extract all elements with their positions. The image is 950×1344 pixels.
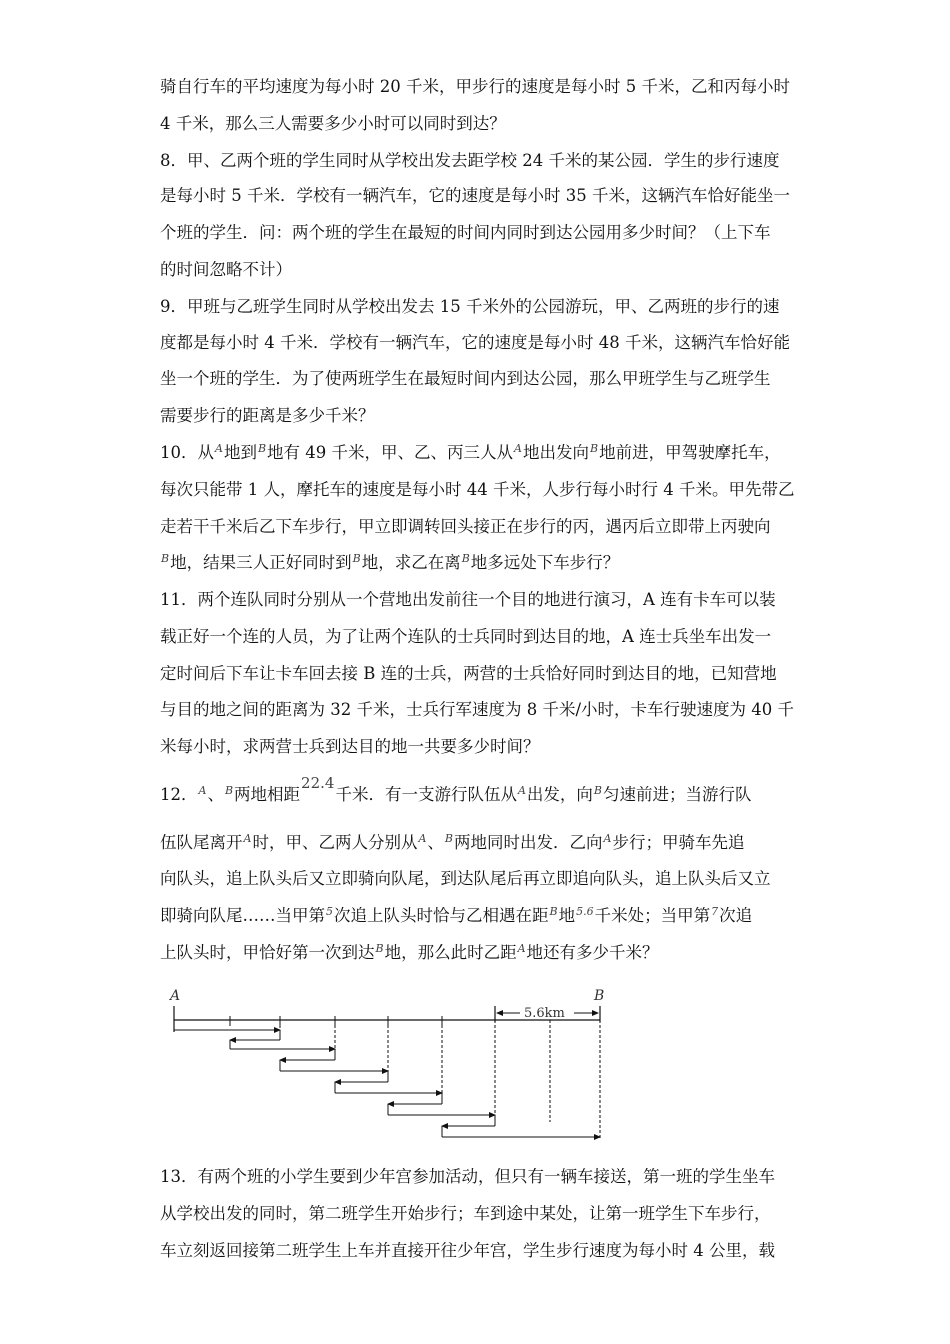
q10-line-1: 10．从$^A$地到$^B$地有 49 千米，甲、乙、丙三人从$^A$地出发向$^B$地前进，甲驾驶摩托车， [160, 442, 781, 462]
math-number: 7 [711, 905, 719, 918]
math-var: B [444, 832, 453, 845]
text-line: 个班的学生．问：两个班的学生在最短的时间内同时到达公园用多少时间？（上下车 [160, 223, 771, 242]
text-line: 4 千米，那么三人需要多少小时可以同时到达？ [160, 114, 506, 133]
q12-line-4: 即骑向队尾……当甲第$^5$次追上队头时恰与乙相遇在距$^B$地$^{5.6}$千米处；当甲第$^7$次追 [160, 905, 753, 925]
text-line: 定时间后下车让卡车回去接 B 连的士兵，两营的士兵恰好同时到达目的地，已知营地 [160, 664, 777, 683]
math-var: A [517, 784, 526, 797]
math-number: 22.4 [301, 774, 335, 792]
text-line: 坐一个班的学生．为了使两班学生在最短时间内到达公园，那么甲班学生与乙班学生 [160, 369, 771, 388]
point-b-label: B [594, 988, 605, 1004]
math-var: B [549, 905, 558, 918]
q10-line-4: $^B$地，结果三人正好同时到$^B$地，求乙在离$^B$地多远处下车步行？ [161, 552, 620, 572]
math-var: A [215, 442, 223, 455]
text-line: 车立刻返回接第二班学生上车并直接开往少年宫，学生步行速度为每小时 4 公里，载 [160, 1241, 775, 1260]
text-line: 的时间忽略不计） [160, 260, 292, 279]
text-line: 度都是每小时 4 千米．学校有一辆汽车，它的速度是每小时 48 千米，这辆汽车恰好能 [160, 333, 790, 352]
q12-line-1: 12．$^A$、$^B$两地相距22.4千米．有一支游行队伍从$^A$出发，向$^B$匀速前进；当游行队 [160, 774, 752, 804]
math-var: B [375, 942, 384, 955]
q10-line-3: 走若干千米后乙下车步行，甲立即调转回头接正在步行的丙，遇丙后立即带上丙驶向 [160, 517, 771, 536]
text-line: 9．甲班与乙班学生同时从学校出发去 15 千米外的公园游玩，甲、乙两班的步行的速 [160, 297, 780, 316]
math-var: B [161, 552, 170, 565]
text-line: 8．甲、乙两个班的学生同时从学校出发去距学校 24 千米的某公园．学生的步行速度 [160, 151, 780, 170]
point-a-label: A [170, 988, 181, 1004]
q10-line-2: 每次只能带 1 人，摩托车的速度是每小时 44 千米，人步行每小时行 4 千米。甲先带乙 [160, 480, 795, 499]
q12-line-2: 伍队尾离开$^A$时，甲、乙两人分别从$^A$、$^B$两地同时出发．乙向$^A$步行；甲骑车先追 [160, 832, 745, 852]
math-var: B [593, 784, 602, 797]
text-line: 骑自行车的平均速度为每小时 20 千米，甲步行的速度是每小时 5 千米，乙和丙每小时 [160, 77, 790, 96]
math-var: A [418, 832, 427, 845]
math-number: 5.6 [576, 905, 594, 918]
math-var: A [603, 832, 612, 845]
math-var: B [590, 442, 599, 455]
math-number: 5 [326, 905, 333, 918]
q12-line-3: 向队头，追上队头后又立即骑向队尾，到达队尾后再立即追向队头，追上队头后又立 [160, 869, 771, 888]
text-line: 米每小时，求两营士兵到达目的地一共要多少时间？ [160, 737, 540, 756]
parade-diagram [160, 982, 620, 1147]
math-var: A [517, 942, 526, 955]
text-line: 需要步行的距离是多少千米？ [160, 406, 375, 425]
text-line: 从学校出发的同时，第二班学生开始步行；车到途中某处，让第一班学生下车步行， [160, 1204, 771, 1223]
text-line: 是每小时 5 千米．学校有一辆汽车，它的速度是每小时 35 千米，这辆汽车恰好能坐一 [160, 186, 790, 205]
math-var: B [352, 552, 361, 565]
math-var: A [243, 832, 252, 845]
distance-label: 5.6km [524, 1006, 565, 1021]
math-var: B [224, 784, 234, 797]
text-line: 11．两个连队同时分别从一个营地出发前往一个目的地进行演习，A 连有卡车可以装 [160, 590, 776, 609]
math-var: A [514, 442, 522, 455]
text-line: 载正好一个连的人员，为了让两个连队的士兵同时到达目的地，A 连士兵坐车出发一 [160, 627, 772, 646]
math-var: A [198, 784, 207, 797]
math-var: B [461, 552, 470, 565]
text-line: 13．有两个班的小学生要到少年宫参加活动，但只有一辆车接送，第一班的学生坐车 [160, 1167, 775, 1186]
math-var: B [257, 442, 267, 455]
text-line: 与目的地之间的距离为 32 千米，士兵行军速度为 8 千米/小时，卡车行驶速度为 40 千 [160, 700, 795, 719]
q12-line-5: 上队头时，甲恰好第一次到达$^B$地，那么此时乙距$^A$地还有多少千米？ [160, 942, 659, 962]
